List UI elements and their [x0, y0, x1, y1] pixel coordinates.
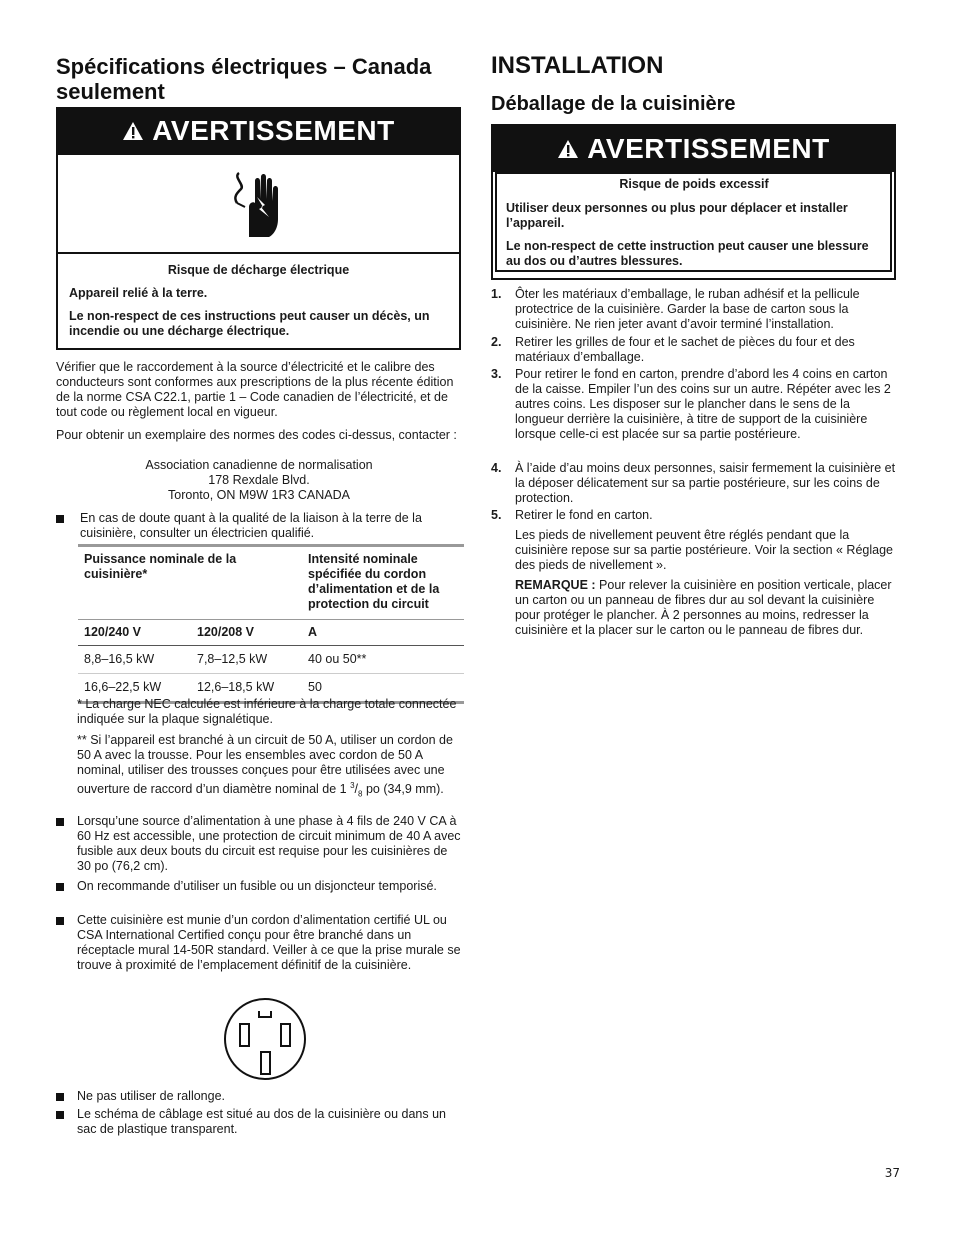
table-subheader-row — [78, 620, 464, 646]
warning-line-1: Appareil relié à la terre. — [69, 286, 208, 300]
footnote-50a: ** Si l’appareil est branché à un circuit de 50 A, utiliser un cordon de 50 A avec la trousse. Pour les ensembles avec cordon de 50 A nominal, utiliser des trousses conçues pour être utilisées avec une ouverture de raccord d’un diamètre nominal de 1 $^3/_8$ po (34,9 mm). — [77, 733, 453, 799]
step-2 — [491, 335, 899, 365]
wall-receptacle-14-50r-icon — [223, 997, 307, 1081]
warning-triangle-icon — [557, 139, 579, 159]
warning-body — [58, 254, 459, 339]
step-3 — [491, 367, 899, 442]
step-text: Retirer les grilles de four et le sachet de pièces du four et des matériaux d’emballage. — [515, 335, 855, 364]
table-cell: 40 ou 50** — [308, 652, 367, 666]
step-1 — [491, 287, 899, 332]
table-subheader-amps: A — [308, 625, 318, 639]
paragraph-note — [515, 578, 899, 638]
address-line-1: Association canadienne de normalisation — [145, 458, 373, 472]
electric-shock-hand-icon — [231, 167, 287, 241]
warning-header — [58, 109, 459, 153]
warning-triangle-icon — [122, 121, 144, 141]
note-label: REMARQUE : — [515, 578, 596, 592]
unpacking-subtitle: Déballage de la cuisinière — [491, 93, 736, 115]
address-line-3: Toronto, ON M9W 1R3 CANADA — [168, 488, 350, 502]
bullet-text: Ne pas utiliser de rallonge. — [77, 1089, 225, 1103]
step-5 — [491, 508, 899, 523]
note-text: Pour relever la cuisinière en position verticale, placer un carton ou un panneau de fibres dur au sol devant la cuisinière pour protéger le plancher. À 2 personnes au moins, redresser la cuisinière et la placer sur le carton ou le panneau de fibres dur. — [515, 578, 892, 637]
table-subheader-208: 120/208 V — [197, 625, 254, 639]
footnote-50a-end: po (34,9 mm). — [362, 782, 444, 797]
bullet-text: Le schéma de câblage est situé au dos de la cuisinière ou dans un sac de plastique transparent. — [77, 1107, 446, 1136]
bullet-text: Cette cuisinière est munie d’un cordon d’alimentation certifié UL ou CSA International Certified conçu pour être branché dans un réceptacle mural 14-50R standard. Veiller à ce que la prise murale se trouve à proximité de l’emplacement définitif de la cuisinière. — [77, 913, 461, 972]
paragraph-leveling: Les pieds de nivellement peuvent être réglés pendant que la cuisinière repose sur sa partie postérieure. Voir la section « Réglage des pieds de nivellement ». — [515, 528, 893, 572]
step-4 — [491, 461, 899, 506]
table-subheader-240: 120/240 V — [84, 625, 141, 639]
bullet-fuse — [56, 879, 464, 894]
table-cell: 7,8–12,5 kW — [197, 652, 268, 666]
warning-box-electrical — [56, 107, 461, 350]
warning-header — [493, 126, 894, 172]
bullet-square-icon — [56, 1111, 64, 1119]
step-number: 4. — [491, 461, 502, 475]
bullet-text: Lorsqu’une source d’alimentation à une phase à 4 fils de 240 V CA à 60 Hz est accessible, une protection de circuit minimum de 40 A avec fusible aux deux bouts du circuit est requise pour les cuisinières de 30 po (76,2 cm). — [77, 814, 461, 873]
step-text: À l’aide d’au moins deux personnes, saisir fermement la cuisinière et la déposer délicatement sur sa partie postérieure, sur les coins de protection. — [515, 461, 896, 505]
step-number: 3. — [491, 367, 502, 381]
warning-line-2: Le non-respect de ces instructions peut causer un décès, un incendie ou une décharge électrique. — [69, 309, 430, 338]
shock-pictogram-area — [58, 153, 459, 254]
bullet-grounding — [56, 511, 464, 541]
warning-line-2: Le non-respect de cette instruction peut causer une blessure au dos ou d’autres blessures. — [506, 239, 869, 268]
warning-risk-title: Risque de poids excessif — [619, 177, 769, 191]
fraction-denominator: 8 — [358, 789, 363, 799]
table-cell: 16,6–22,5 kW — [84, 680, 162, 694]
bullet-cord — [56, 913, 464, 973]
table-cell: 12,6–18,5 kW — [197, 680, 275, 694]
bullet-square-icon — [56, 1093, 64, 1101]
address-block — [56, 458, 462, 503]
table-header-amperage: Intensité nominale spécifiée du cordon d’alimentation et de la protection du circuit — [308, 552, 440, 611]
table-header-row — [78, 546, 464, 620]
warning-inner-frame — [495, 172, 892, 272]
table-cell: 50 — [308, 680, 322, 694]
step-text: Pour retirer le fond en carton, prendre d’abord les 4 coins en carton de la caisse. Empiler l’un des coins sur un autre. Répéter avec les 2 autres coins. Les disposer sur le plancher dans le sens de la longueur derrière la cuisinière, à titre de support de la cuisinière lorsque celle-ci est placée sur sa partie postérieure. — [515, 367, 891, 441]
bullet-text: On recommande d’utiliser un fusible ou un disjoncteur temporisé. — [77, 879, 437, 893]
bullet-extension — [56, 1089, 464, 1104]
bullet-text: En cas de doute quant à la qualité de la liaison à la terre de la cuisinière, consulter un électricien qualifié. — [80, 511, 422, 540]
section-title-electrical: Spécifications électriques – Canada seulement — [56, 54, 432, 104]
step-number: 2. — [491, 335, 502, 349]
rating-table — [78, 544, 464, 704]
bullet-square-icon — [56, 515, 64, 523]
footnote-50a-text: ** Si l’appareil est branché à un circuit de 50 A, utiliser un cordon de 50 A avec la trousse. Pour les ensembles avec cordon de 50 A nominal, utiliser des trousses conçues pour être utilisées avec une ouverture de raccord d’un diamètre nominal de 1 — [77, 733, 453, 797]
bullet-square-icon — [56, 917, 64, 925]
footnote-nec: * La charge NEC calculée est inférieure à la charge totale connectée indiquée sur la plaque signalétique. — [77, 697, 457, 726]
step-text: Retirer le fond en carton. — [515, 508, 653, 522]
paragraph-code-compliance: Vérifier que le raccordement à la source d’électricité et le calibre des conducteurs sont conformes aux prescriptions de la plus récente édition de la norme CSA C22.1, partie 1 – Code canadien de l’électricité, et de tout code ou règlement local en vigueur. — [56, 360, 454, 419]
warning-body — [497, 174, 890, 269]
table-cell: 8,8–16,5 kW — [84, 652, 155, 666]
page-number: 37 — [884, 1166, 900, 1180]
bullet-wiring — [56, 1107, 464, 1137]
table-header-power: Puissance nominale de la cuisinière* — [84, 552, 237, 581]
installation-title: INSTALLATION — [491, 52, 664, 79]
bullet-square-icon — [56, 818, 64, 826]
warning-header-text: AVERTISSEMENT — [152, 115, 395, 146]
table-row — [78, 646, 464, 674]
bullet-240v — [56, 814, 464, 874]
bullet-square-icon — [56, 883, 64, 891]
step-number: 1. — [491, 287, 502, 301]
warning-line-1: Utiliser deux personnes ou plus pour déplacer et installer l’appareil. — [506, 201, 848, 230]
step-text: Ôter les matériaux d’emballage, le ruban adhésif et la pellicule protectrice de la cuisinière. Garder la base de carton sous la cuisinière. Ne rien jeter avant d’avoir terminé l’installation. — [515, 287, 860, 331]
paragraph-contact: Pour obtenir un exemplaire des normes des codes ci-dessus, contacter : — [56, 428, 457, 442]
fraction-numerator: 3 — [350, 781, 355, 790]
address-line-2: 178 Rexdale Blvd. — [208, 473, 310, 487]
step-number: 5. — [491, 508, 502, 522]
warning-box-weight — [491, 124, 896, 280]
warning-risk-title: Risque de décharge électrique — [167, 263, 350, 277]
warning-header-text: AVERTISSEMENT — [587, 133, 830, 164]
